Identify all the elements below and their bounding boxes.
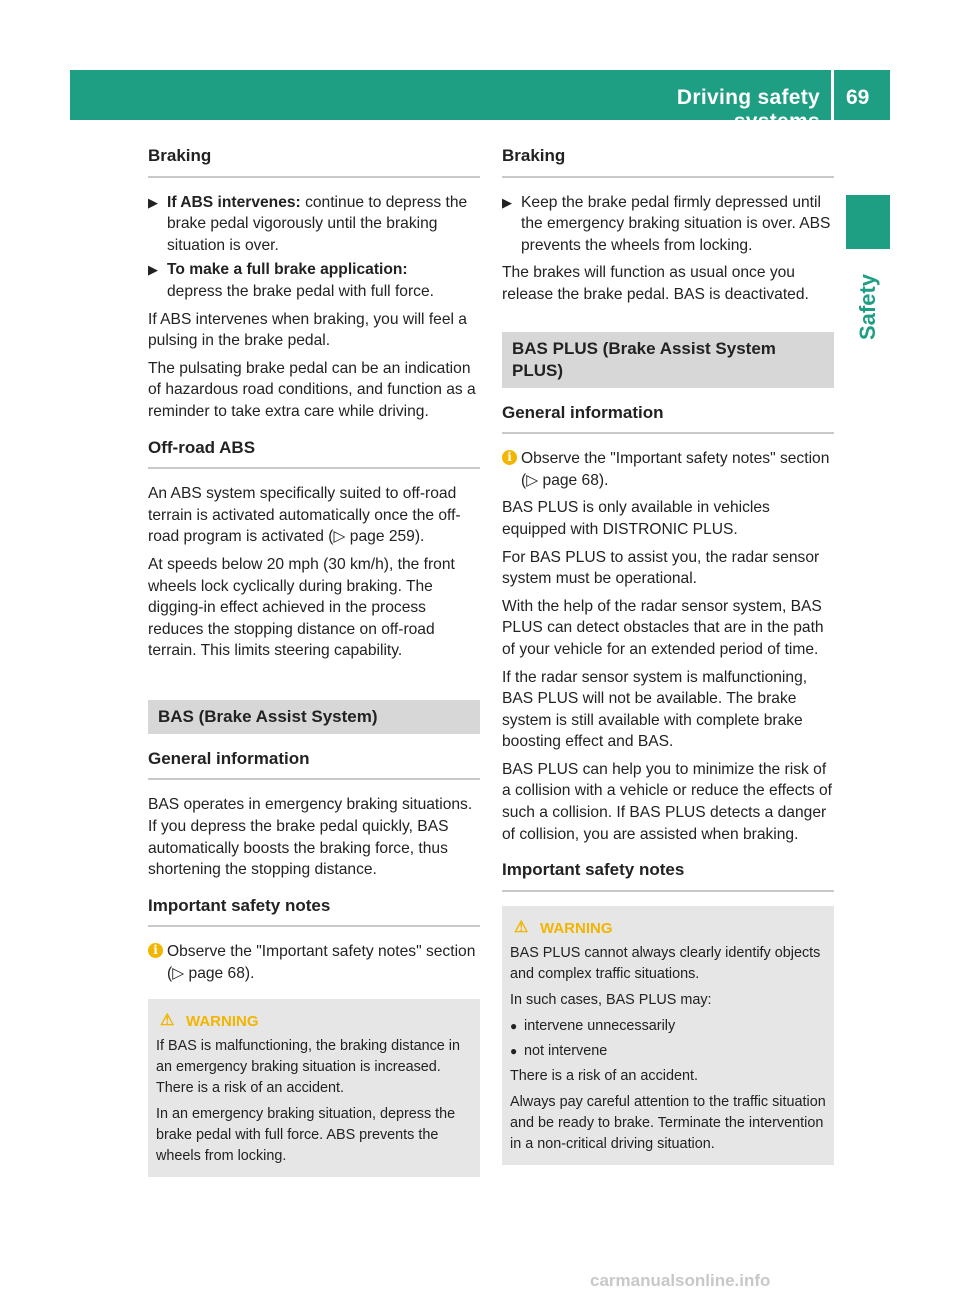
warning-header: [510, 918, 826, 939]
bullet-icon: ●: [510, 1018, 518, 1033]
info-text: Observe the "Important safety notes" section (▷ page 68).: [521, 450, 830, 489]
list-item-text: intervene unnecessarily: [524, 1017, 676, 1034]
warning-label: WARNING: [540, 919, 613, 937]
chapter-title: Driving safety systems: [676, 86, 820, 133]
step-arrow-icon: ▶: [148, 262, 158, 278]
list-item: [510, 1041, 826, 1062]
right-column: [502, 145, 834, 1165]
paragraph: BAS operates in emergency braking situations. If you depress the brake pedal quickly, BAS automatically boosts the braking force, thus shortening the stopping distance.: [148, 796, 473, 879]
list-item-text: not intervene: [524, 1042, 608, 1059]
warning-text: There is a risk of an accident.: [510, 1067, 698, 1084]
step-arrow-icon: ▶: [148, 194, 158, 210]
warning-text: BAS PLUS cannot always clearly identify objects and complex traffic situations.: [510, 944, 821, 982]
left-column: [148, 145, 480, 1177]
paragraph: With the help of the radar sensor system, BAS PLUS can detect obstacles that are in the path of your vehicle for an extended period of time.: [502, 597, 824, 658]
step-arrow-icon: ▶: [502, 194, 512, 210]
paragraph: If the radar sensor system is malfunctioning, BAS PLUS will not be available. The brake system is still available with complete brake boosting effect and BAS.: [502, 668, 808, 751]
general-info-heading: General information: [148, 748, 480, 781]
warning-triangle-icon: ⚠: [160, 1011, 175, 1029]
bas-section-band: BAS (Brake Assist System): [148, 700, 480, 734]
warning-text: In such cases, BAS PLUS may:: [510, 991, 712, 1008]
paragraph: For BAS PLUS to assist you, the radar sensor system must be operational.: [502, 548, 820, 588]
step-text: Keep the brake pedal firmly depressed until the emergency braking situation is over. ABS prevents the wheels from locking.: [521, 193, 831, 254]
warning-box: [502, 906, 834, 1165]
site-watermark: carmanualsonline.info: [590, 1271, 771, 1290]
paragraph: If ABS intervenes when braking, you will feel a pulsing in the brake pedal.: [148, 310, 467, 350]
section-tab-label: Safety: [855, 273, 880, 340]
warning-box: [148, 999, 480, 1177]
step-bold-label: If ABS intervenes:: [167, 193, 301, 211]
step-text: continue to depress the brake pedal vigorously until the braking situation is over.: [167, 193, 468, 254]
offroad-abs-heading: Off-road ABS: [148, 437, 480, 470]
section-tab-marker: [846, 195, 890, 249]
info-note: [148, 941, 480, 984]
warning-text: In an emergency braking situation, depress the brake pedal with full force. ABS prevents the wheels from locking.: [156, 1105, 456, 1164]
page-number: 69: [846, 86, 870, 109]
header-divider: [831, 70, 834, 120]
instruction-step: [502, 192, 834, 257]
safety-notes-heading: Important safety notes: [502, 859, 834, 892]
instruction-step: [148, 192, 480, 257]
warning-text: Always pay careful attention to the traffic situation and be ready to brake. Terminate the intervention in a non-critical driving situation.: [510, 1093, 826, 1152]
instruction-step: [148, 259, 480, 302]
paragraph: At speeds below 20 mph (30 km/h), the front wheels lock cyclically during braking. The digging-in effect achieved in the process reduces the stopping distance on off-road terrain. This limits steering capability.: [148, 555, 455, 660]
bas-plus-section-band: BAS PLUS (Brake Assist System PLUS): [502, 332, 834, 388]
paragraph: BAS PLUS can help you to minimize the risk of a collision with a vehicle or reduce the effects of such a collision. If BAS PLUS detects a danger of collision, you are assisted when braking.: [502, 760, 832, 843]
paragraph: An ABS system specifically suited to off-road terrain is activated automatically once the off-road program is activated (▷ page 259).: [148, 485, 461, 546]
step-text: depress the brake pedal with full force.: [167, 282, 434, 300]
paragraph: The brakes will function as usual once you release the brake pedal. BAS is deactivated.: [502, 264, 809, 303]
warning-triangle-icon: ⚠: [514, 918, 529, 936]
paragraph: BAS PLUS is only available in vehicles equipped with DISTRONIC PLUS.: [502, 499, 770, 538]
warning-text: If BAS is malfunctioning, the braking distance in an emergency braking situation is increased. There is a risk of an accident.: [156, 1037, 460, 1096]
warning-label: WARNING: [186, 1012, 259, 1030]
info-icon: i: [502, 450, 517, 465]
warning-header: [156, 1011, 472, 1032]
list-item: [510, 1016, 826, 1037]
info-note: [502, 448, 834, 491]
info-icon: i: [148, 943, 163, 958]
safety-notes-heading: Important safety notes: [148, 895, 480, 928]
bullet-icon: ●: [510, 1043, 518, 1058]
general-info-heading: General information: [502, 402, 834, 435]
braking-heading: Braking: [502, 145, 834, 178]
braking-heading: Braking: [148, 145, 480, 178]
info-text: Observe the "Important safety notes" section (▷ page 68).: [167, 943, 476, 983]
paragraph: The pulsating brake pedal can be an indication of hazardous road conditions, and function as a reminder to take extra care while driving.: [148, 359, 476, 420]
step-bold-label: To make a full brake application:: [167, 261, 408, 279]
